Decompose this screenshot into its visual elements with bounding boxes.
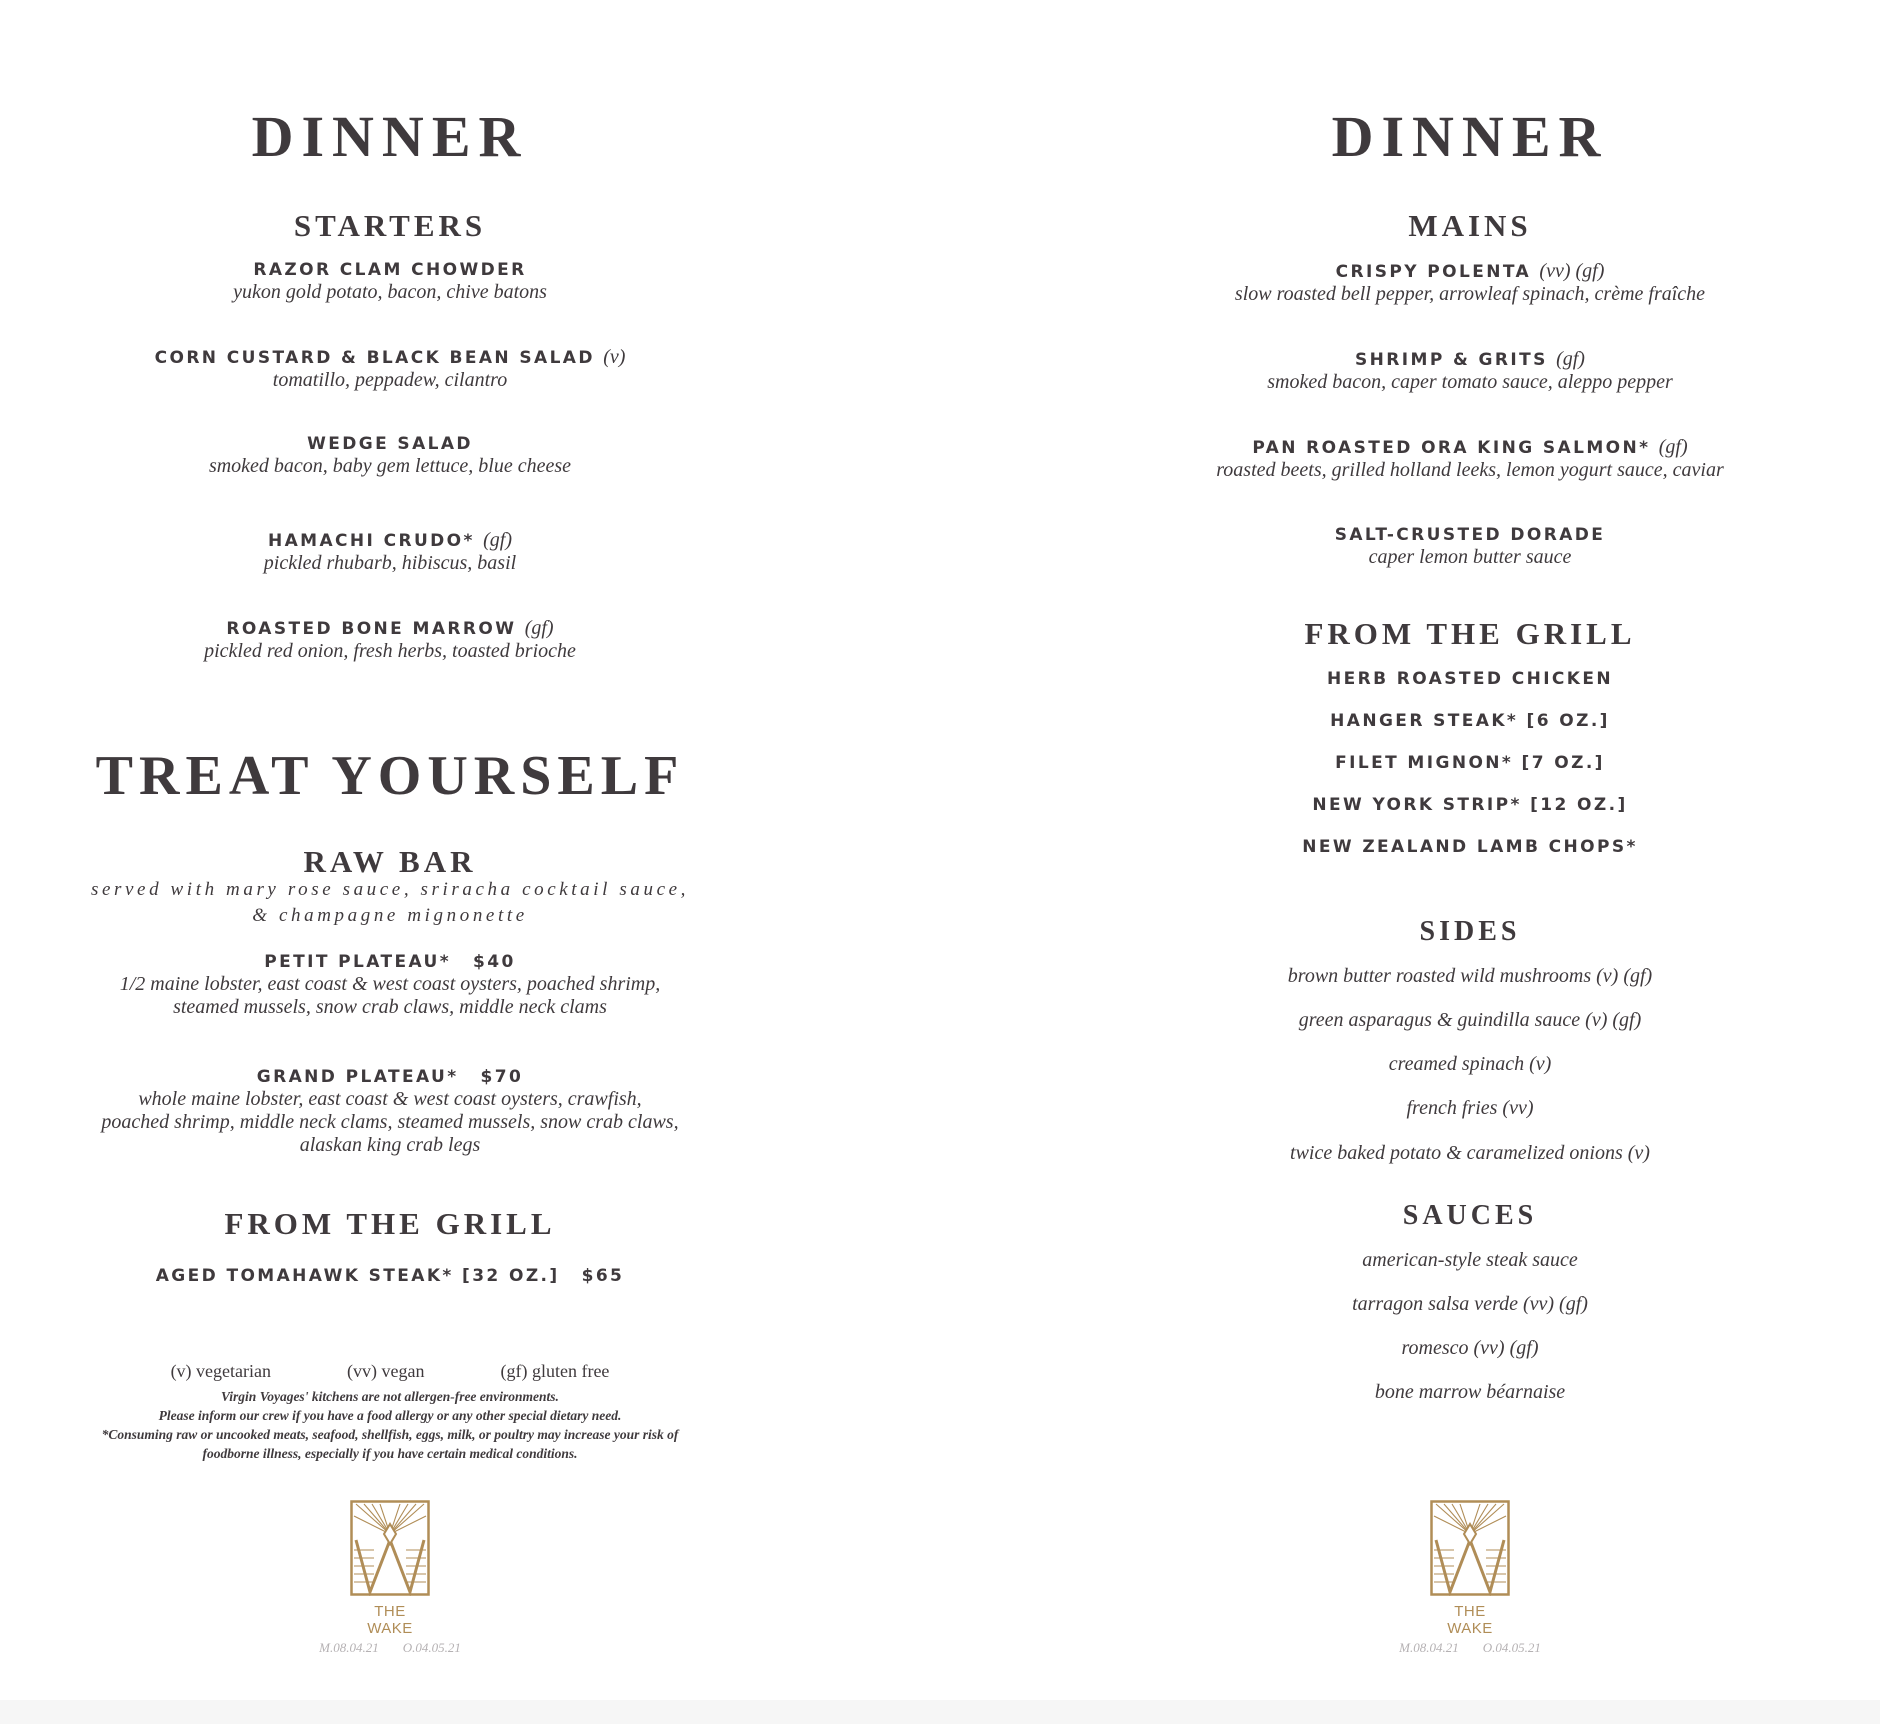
sides-heading: SIDES bbox=[1419, 916, 1521, 947]
item-name: SHRIMP & GRITS bbox=[1355, 350, 1548, 370]
side-item: french fries (vv) bbox=[1406, 1097, 1534, 1119]
item-name: SALT-CRUSTED DORADE bbox=[1334, 525, 1606, 545]
item-description: steamed mussels, snow crab claws, middle neck clams bbox=[173, 996, 607, 1018]
menu-code: M.08.04.21 bbox=[319, 1640, 379, 1655]
legend-vegan: (vv) vegan bbox=[347, 1361, 425, 1381]
item-name: RAZOR CLAM CHOWDER bbox=[253, 260, 527, 280]
allergen-disclaimer bbox=[0, 1387, 780, 1463]
item-name: PAN ROASTED ORA KING SALMON* bbox=[1252, 438, 1651, 458]
menu-item bbox=[0, 346, 780, 392]
the-wake-logo bbox=[350, 1500, 430, 1637]
item-description: slow roasted bell pepper, arrowleaf spinach, crème fraîche bbox=[1234, 283, 1706, 305]
left-menu-page bbox=[0, 0, 780, 1724]
menu-item bbox=[0, 951, 780, 1019]
bottom-edge bbox=[0, 1700, 1880, 1724]
grill-item: FILET MIGNON* [7 OZ.] bbox=[1335, 753, 1605, 773]
menu-codes bbox=[0, 1640, 780, 1656]
menu-item bbox=[1080, 348, 1860, 394]
menu-code: O.04.05.21 bbox=[402, 1640, 461, 1655]
item-price: $40 bbox=[473, 952, 516, 972]
item-price: $65 bbox=[581, 1266, 625, 1286]
grill-item: HERB ROASTED CHICKEN bbox=[1326, 669, 1614, 689]
item-name: ROASTED BONE MARROW bbox=[226, 619, 517, 639]
item-name: WEDGE SALAD bbox=[307, 434, 473, 454]
menu-item bbox=[0, 259, 780, 304]
side-item: creamed spinach (v) bbox=[1388, 1053, 1552, 1075]
grill-item: NEW ZEALAND LAMB CHOPS* bbox=[1302, 837, 1638, 857]
legend-gluten-free: (gf) gluten free bbox=[500, 1361, 610, 1381]
item-description: tomatillo, peppadew, cilantro bbox=[272, 369, 508, 391]
menu-codes bbox=[1080, 1640, 1860, 1656]
dietary-legend bbox=[0, 1360, 780, 1382]
grill-item: HANGER STEAK* [6 OZ.] bbox=[1330, 711, 1610, 731]
grill-item: NEW YORK STRIP* [12 OZ.] bbox=[1312, 795, 1628, 815]
dietary-tag: (vv) (gf) bbox=[1539, 260, 1605, 282]
menu-item bbox=[0, 1066, 780, 1157]
item-description: yukon gold potato, bacon, chive batons bbox=[233, 281, 547, 303]
logo-wordmark: THE WAKE bbox=[1447, 1603, 1493, 1637]
left-grill-heading: FROM THE GRILL bbox=[224, 1206, 556, 1241]
side-item: green asparagus & guindilla sauce (v) (gf) bbox=[1298, 1009, 1642, 1031]
side-item: brown butter roasted wild mushrooms (v) (gf) bbox=[1287, 965, 1653, 987]
right-grill-heading: FROM THE GRILL bbox=[1304, 616, 1636, 651]
disclaimer-line: Virgin Voyages' kitchens are not allergen-free environments. bbox=[221, 1389, 559, 1404]
disclaimer-line: foodborne illness, especially if you have certain medical conditions. bbox=[202, 1446, 578, 1461]
item-description: poached shrimp, middle neck clams, steamed mussels, snow crab claws, bbox=[101, 1111, 679, 1133]
menu-item bbox=[0, 529, 780, 575]
item-description: 1/2 maine lobster, east coast & west coast oysters, poached shrimp, bbox=[119, 973, 661, 995]
dietary-tag: (gf) bbox=[1658, 436, 1688, 458]
item-price: $70 bbox=[480, 1067, 524, 1087]
item-name: PETIT PLATEAU* bbox=[264, 952, 452, 972]
dietary-tag: (gf) bbox=[483, 529, 513, 551]
menu-item bbox=[1080, 436, 1860, 482]
item-name: HAMACHI CRUDO* bbox=[267, 531, 475, 551]
sauce-item: american-style steak sauce bbox=[1362, 1249, 1578, 1271]
logo-wordmark: THE WAKE bbox=[367, 1603, 413, 1637]
mains-heading: MAINS bbox=[1408, 208, 1532, 243]
dietary-tag: (gf) bbox=[524, 617, 554, 639]
item-name: GRAND PLATEAU* bbox=[256, 1067, 459, 1087]
sauce-item: bone marrow béarnaise bbox=[1374, 1381, 1566, 1403]
item-description: pickled rhubarb, hibiscus, basil bbox=[263, 552, 517, 574]
menu-item bbox=[0, 1265, 780, 1287]
treat-yourself-title: TREAT YOURSELF bbox=[95, 745, 685, 807]
the-wake-logo-icon bbox=[1430, 1500, 1510, 1596]
sauces-heading: SAUCES bbox=[1402, 1200, 1538, 1231]
item-description: alaskan king crab legs bbox=[299, 1134, 481, 1156]
raw-bar-heading: RAW BAR bbox=[303, 844, 477, 879]
menu-item bbox=[1080, 524, 1860, 569]
raw-bar-subtitle bbox=[0, 877, 780, 929]
item-description: caper lemon butter sauce bbox=[1368, 546, 1572, 568]
right-menu-page bbox=[1080, 0, 1860, 1724]
disclaimer-line: Please inform our crew if you have a food allergy or any other special dietary need. bbox=[158, 1408, 622, 1423]
item-name: AGED TOMAHAWK STEAK* [32 OZ.] bbox=[155, 1266, 560, 1286]
disclaimer-line: *Consuming raw or uncooked meats, seafood, shellfish, eggs, milk, or poultry may increase your risk of bbox=[101, 1427, 679, 1442]
item-name: CORN CUSTARD & BLACK BEAN SALAD bbox=[154, 348, 595, 368]
menu-item bbox=[0, 617, 780, 663]
right-page-title: DINNER bbox=[1331, 104, 1609, 169]
dietary-tag: (gf) bbox=[1556, 348, 1585, 370]
menu-code: O.04.05.21 bbox=[1482, 1640, 1541, 1655]
raw-bar-subtitle-line: served with mary rose sauce, sriracha cocktail sauce, bbox=[91, 879, 689, 900]
raw-bar-subtitle-line: & champagne mignonette bbox=[252, 905, 528, 926]
menu-item bbox=[0, 433, 780, 478]
sauce-item: romesco (vv) (gf) bbox=[1401, 1337, 1539, 1359]
side-item: twice baked potato & caramelized onions (v) bbox=[1290, 1142, 1650, 1164]
legend-vegetarian: (v) vegetarian bbox=[170, 1361, 272, 1381]
item-description: pickled red onion, fresh herbs, toasted brioche bbox=[204, 640, 576, 662]
item-description: roasted beets, grilled holland leeks, lemon yogurt sauce, caviar bbox=[1216, 459, 1724, 481]
starters-heading: STARTERS bbox=[293, 208, 487, 243]
item-description: whole maine lobster, east coast & west coast oysters, crawfish, bbox=[138, 1088, 642, 1110]
item-description: smoked bacon, caper tomato sauce, aleppo pepper bbox=[1267, 371, 1673, 393]
sauce-item: tarragon salsa verde (vv) (gf) bbox=[1352, 1293, 1588, 1315]
the-wake-logo-icon bbox=[350, 1500, 430, 1596]
the-wake-logo bbox=[1430, 1500, 1510, 1637]
left-page-title: DINNER bbox=[251, 104, 529, 169]
item-description: smoked bacon, baby gem lettuce, blue cheese bbox=[208, 455, 572, 477]
dietary-tag: (v) bbox=[603, 346, 626, 368]
menu-code: M.08.04.21 bbox=[1399, 1640, 1459, 1655]
item-name: CRISPY POLENTA bbox=[1335, 262, 1532, 282]
menu-item bbox=[1080, 260, 1860, 306]
